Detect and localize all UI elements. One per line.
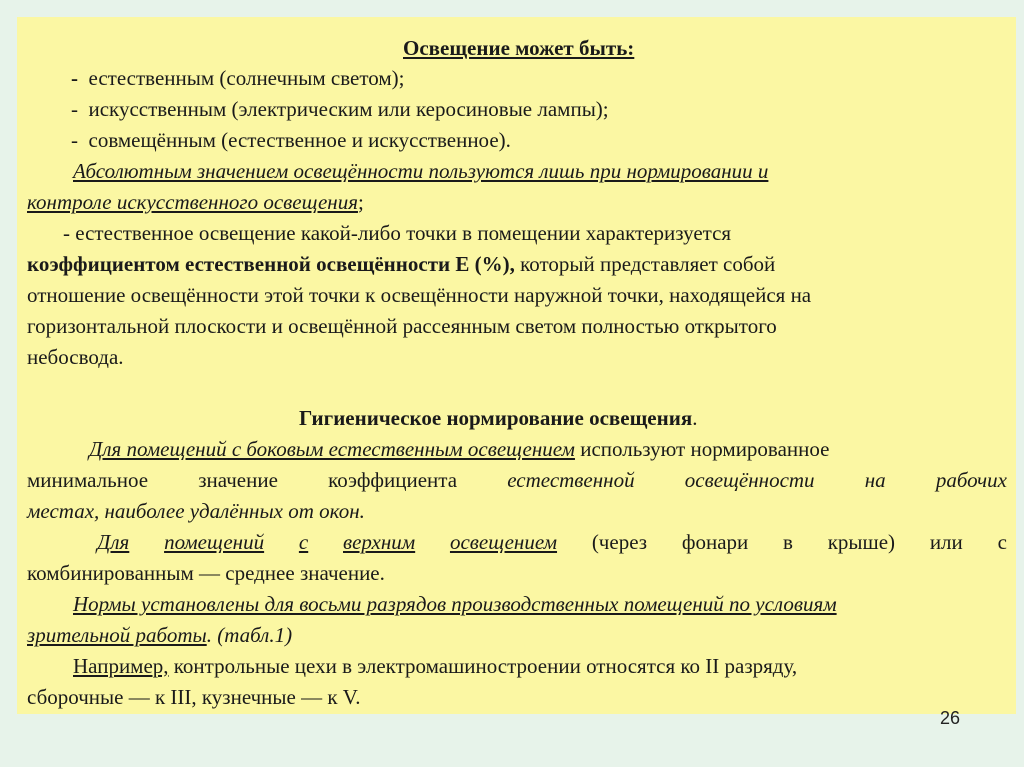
word: или (929, 530, 963, 554)
visual-work-term: зрительной работы (27, 623, 207, 647)
norms-line: Нормы установлены для восьми разрядов производственных помещений по условиям (73, 592, 837, 616)
word: в (783, 530, 793, 554)
word: с (997, 530, 1007, 554)
list-dash: - (71, 66, 78, 90)
natural-lighting-line (27, 249, 775, 279)
word: верхним (343, 530, 416, 554)
word: коэффициента (328, 468, 458, 492)
word: фонари (681, 530, 749, 554)
word: естественной (507, 468, 635, 492)
top-lighting-line: комбинированным — среднее значение. (27, 561, 385, 585)
example-line: сборочные — к III, кузнечные — к V. (27, 685, 361, 709)
table-reference: . (табл.1) (206, 623, 293, 647)
list-item (71, 125, 511, 155)
list-item (71, 63, 404, 93)
word: освещённости (684, 468, 815, 492)
word: крыше) (827, 530, 896, 554)
natural-lighting-line: горизонтальной плоскости и освещённой рассеянным светом полностью открытого (27, 314, 777, 338)
word: с (298, 530, 309, 554)
page-number: 26 (940, 708, 961, 728)
word: Для (97, 530, 130, 554)
top-lighting-justified-line (97, 527, 1007, 557)
absolute-illuminance-line: Абсолютным значением освещённости пользуются лишь при нормировании и (73, 159, 769, 183)
word: освещением (449, 530, 558, 554)
side-lighting-text: используют нормированное (574, 437, 830, 461)
example-text: контрольные цехи в электромашиностроении относятся ко II разряду, (168, 654, 798, 678)
word: помещений (164, 530, 265, 554)
list-dash: - (71, 97, 78, 121)
list-item (71, 94, 609, 124)
natural-lighting-line: отношение освещённости этой точки к освещённости наружной точки, находящейся на (27, 283, 812, 307)
lighting-heading: Освещение может быть: (403, 36, 635, 60)
daylight-factor-term: коэффициентом естественной освещённости Е (%), (27, 252, 515, 276)
norms-line (27, 620, 292, 650)
punctuation: . (692, 406, 698, 430)
word: рабочих (935, 468, 1007, 492)
list-item-text: совмещённым (естественное и искусственное). (88, 128, 511, 152)
example-line (73, 651, 797, 681)
side-lighting-line (89, 434, 829, 464)
list-dash: - (71, 128, 78, 152)
natural-lighting-line: - естественное освещение какой-либо точки в помещении характеризуется (63, 221, 732, 245)
side-lighting-line: местах, наиболее удалённых от окон. (27, 499, 365, 523)
artificial-control-text: контроле искусственного освещения (27, 190, 358, 214)
subheading-text: Гигиеническое нормирование освещения (299, 406, 693, 430)
hygiene-subheading (299, 403, 697, 433)
punctuation: ; (357, 190, 364, 214)
word: значение (198, 468, 278, 492)
word: (через (591, 530, 648, 554)
word: на (864, 468, 886, 492)
side-lighting-justified-line (27, 465, 1007, 495)
side-lighting-term: Для помещений с боковым естественным освещением (89, 437, 575, 461)
example-term: Например, (73, 654, 169, 678)
list-item-text: искусственным (электрическим или керосиновые лампы); (88, 97, 609, 121)
slide-panel (17, 17, 1016, 714)
natural-lighting-text: который представляет собой (514, 252, 776, 276)
natural-lighting-line: небосвода. (27, 345, 124, 369)
word: минимальное (27, 468, 149, 492)
list-item-text: естественным (солнечным светом); (88, 66, 405, 90)
absolute-illuminance-line (27, 187, 364, 217)
